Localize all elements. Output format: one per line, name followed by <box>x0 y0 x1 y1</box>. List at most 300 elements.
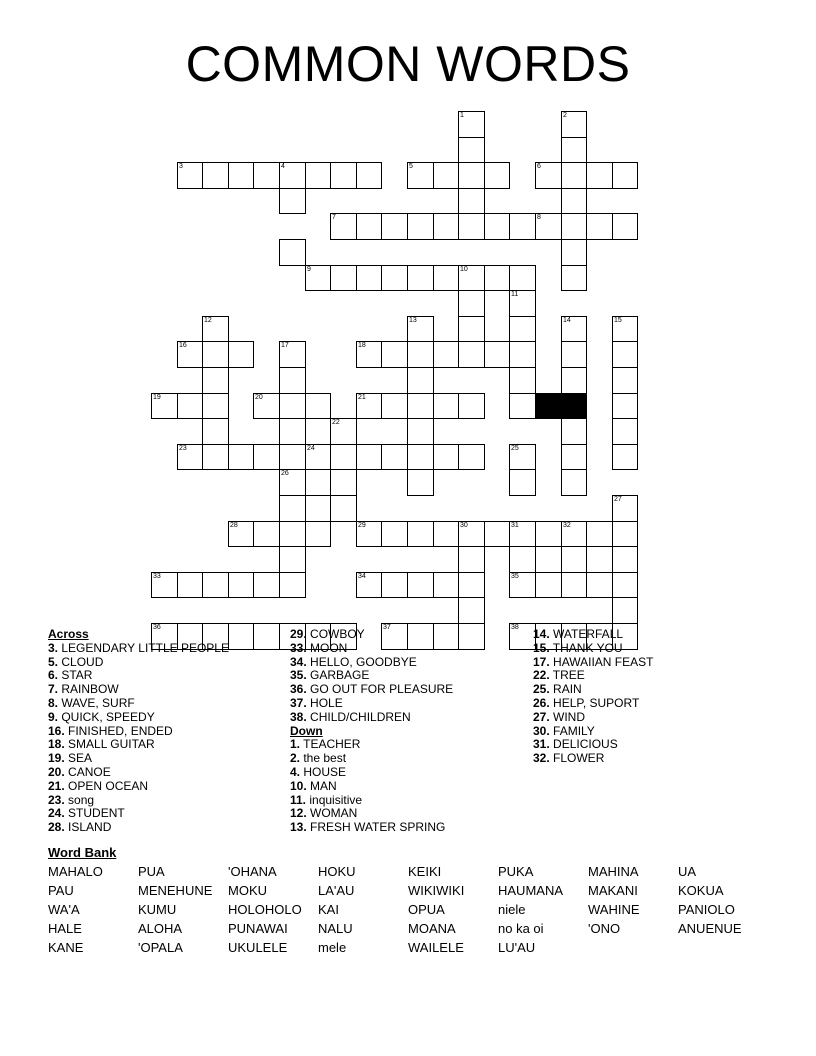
grid-cell[interactable] <box>279 495 306 522</box>
down-clue <box>533 669 653 683</box>
clue-num: 6. <box>48 668 59 683</box>
grid-cell[interactable] <box>305 162 331 189</box>
grid-cell[interactable] <box>305 444 331 470</box>
clue-text: FINISHED, ENDED <box>64 723 173 738</box>
grid-cell[interactable] <box>586 213 613 240</box>
grid-cell[interactable] <box>407 316 434 342</box>
down-clue <box>533 752 653 766</box>
across-clue <box>48 780 229 794</box>
clue-text: RAIN <box>549 682 582 697</box>
clue-number: 10 <box>460 266 468 273</box>
across-clue <box>48 642 229 656</box>
grid-cell[interactable] <box>381 572 408 598</box>
clue-number: 20 <box>255 394 263 401</box>
grid-cell[interactable] <box>561 469 587 496</box>
grid-cell[interactable] <box>612 495 638 522</box>
grid-cell[interactable] <box>612 393 638 419</box>
grid-cell[interactable] <box>228 444 254 470</box>
grid-cell[interactable] <box>330 265 357 291</box>
grid-cell[interactable] <box>458 341 485 368</box>
clue-text: FAMILY <box>549 723 595 738</box>
clue-num: 31. <box>533 737 550 752</box>
grid-cell[interactable] <box>305 265 331 291</box>
grid-cell[interactable] <box>561 341 587 368</box>
clue-num: 37. <box>290 695 307 710</box>
grid-cell[interactable] <box>612 367 638 394</box>
grid-cell[interactable] <box>330 469 357 496</box>
clue-num: 10. <box>290 778 307 793</box>
clue-number: 11 <box>511 291 519 298</box>
grid-cell[interactable] <box>561 418 587 445</box>
grid-cell[interactable] <box>433 572 459 598</box>
grid-cell[interactable] <box>407 393 434 419</box>
grid-cell[interactable] <box>151 572 178 598</box>
clue-number: 36 <box>153 624 161 631</box>
clue-text: CLOUD <box>58 654 104 669</box>
grid-cell[interactable] <box>381 213 408 240</box>
grid-cell[interactable] <box>509 290 536 317</box>
grid-cell[interactable] <box>586 162 613 189</box>
grid-cell[interactable] <box>535 162 562 189</box>
word-bank-item: PUA <box>138 864 165 879</box>
grid-cell[interactable] <box>330 495 357 522</box>
grid-cell[interactable] <box>561 239 587 266</box>
grid-cell[interactable] <box>253 444 280 470</box>
clue-text: FLOWER <box>549 751 605 766</box>
word-bank-item: WAILELE <box>408 940 464 955</box>
grid-cell[interactable] <box>561 316 587 342</box>
grid-cell[interactable] <box>305 393 331 419</box>
clue-num: 34. <box>290 654 307 669</box>
word-bank-item: PAU <box>48 883 74 898</box>
word-bank-item: KOKUA <box>678 883 724 898</box>
word-bank-item: PANIOLO <box>678 902 735 917</box>
clue-num: 33. <box>290 640 307 655</box>
clue-number: 27 <box>614 496 622 503</box>
grid-cell[interactable] <box>433 521 459 547</box>
clue-number: 25 <box>511 445 519 452</box>
grid-cell[interactable] <box>484 213 510 240</box>
grid-cell[interactable] <box>356 393 382 419</box>
clue-number: 26 <box>281 470 289 477</box>
across-clue <box>290 656 453 670</box>
grid-cell[interactable] <box>535 521 562 547</box>
clue-num: 9. <box>48 709 59 724</box>
grid-cell[interactable] <box>561 265 587 291</box>
grid-cell[interactable] <box>535 572 562 598</box>
grid-cell[interactable] <box>253 572 280 598</box>
clue-number: 2 <box>563 112 567 119</box>
clue-number: 16 <box>179 342 187 349</box>
word-bank-item: MENEHUNE <box>138 883 213 898</box>
grid-cell[interactable] <box>177 444 203 470</box>
grid-cell[interactable] <box>561 213 587 240</box>
clue-number: 30 <box>460 522 468 529</box>
grid-cell[interactable] <box>509 341 536 368</box>
grid-cell[interactable] <box>509 546 536 573</box>
grid-cell[interactable] <box>279 469 306 496</box>
word-bank-item: 'OHANA <box>228 864 277 879</box>
grid-cell[interactable] <box>407 469 434 496</box>
grid-cell[interactable] <box>561 546 587 573</box>
clue-num: 4. <box>290 764 301 779</box>
clue-num: 22. <box>533 668 550 683</box>
down-heading: Down <box>290 723 323 738</box>
down-clue <box>533 656 653 670</box>
clue-text: CANOE <box>64 764 111 779</box>
grid-cell[interactable] <box>177 572 203 598</box>
grid-cell[interactable] <box>612 213 638 240</box>
clue-text: HOUSE <box>300 764 347 779</box>
grid-cell[interactable] <box>509 572 536 598</box>
grid-cell[interactable] <box>509 444 536 470</box>
grid-cell[interactable] <box>561 111 587 138</box>
word-bank-title: Word Bank <box>48 845 117 860</box>
word-bank-item: WA'A <box>48 902 80 917</box>
grid-cell[interactable] <box>202 367 229 394</box>
grid-cell[interactable] <box>458 111 485 138</box>
grid-cell[interactable] <box>484 521 510 547</box>
grid-cell[interactable] <box>407 418 434 445</box>
grid-cell[interactable] <box>612 341 638 368</box>
clue-num: 36. <box>290 682 307 697</box>
grid-cell[interactable] <box>458 393 485 419</box>
grid-cell[interactable] <box>407 341 434 368</box>
down-clue <box>290 738 453 752</box>
word-bank-item: KUMU <box>138 902 177 917</box>
grid-cell[interactable] <box>407 265 434 291</box>
down-clue <box>533 738 653 752</box>
down-clue <box>533 628 653 642</box>
clue-text: STAR <box>58 668 93 683</box>
across-clue <box>48 807 229 821</box>
grid-cell[interactable] <box>433 393 459 419</box>
grid-cell[interactable] <box>228 341 254 368</box>
grid-cell[interactable] <box>561 137 587 163</box>
clue-text: MAN <box>306 778 337 793</box>
grid-cell[interactable] <box>279 444 306 470</box>
grid-cell[interactable] <box>509 623 536 650</box>
clue-text: TEACHER <box>300 737 361 752</box>
clue-number: 9 <box>307 266 311 273</box>
grid-cell[interactable] <box>612 444 638 470</box>
clue-text: THANK YOU <box>549 640 623 655</box>
word-bank-item: 'ONO <box>588 921 621 936</box>
clue-text: inquisitive <box>306 792 363 807</box>
word-bank-item: MOANA <box>408 921 456 936</box>
clue-num: 5. <box>48 654 59 669</box>
grid-cell[interactable] <box>433 213 459 240</box>
clue-number: 8 <box>537 214 541 221</box>
word-bank-item: UKULELE <box>228 940 288 955</box>
grid-cell[interactable] <box>612 597 638 624</box>
grid-cell[interactable] <box>381 265 408 291</box>
grid-cell[interactable] <box>279 572 306 598</box>
clue-number: 22 <box>332 419 340 426</box>
clue-num: 18. <box>48 737 65 752</box>
grid-cell[interactable] <box>561 444 587 470</box>
grid-cell[interactable] <box>356 521 382 547</box>
word-bank-item: ANUENUE <box>678 921 742 936</box>
grid-cell[interactable] <box>458 546 485 573</box>
clue-number: 33 <box>153 573 161 580</box>
grid-cell[interactable] <box>177 162 203 189</box>
down-clue <box>533 642 653 656</box>
grid-cell[interactable] <box>228 521 254 547</box>
clue-num: 25. <box>533 682 550 697</box>
grid-cell[interactable] <box>612 572 638 598</box>
grid-cell[interactable] <box>509 213 536 240</box>
grid-cell[interactable] <box>561 521 587 547</box>
grid-cell[interactable] <box>253 521 280 547</box>
clue-text: QUICK, SPEEDY <box>58 709 155 724</box>
across-clue <box>290 711 453 725</box>
grid-cell[interactable] <box>458 290 485 317</box>
grid-cell[interactable] <box>612 316 638 342</box>
clue-num: 17. <box>533 654 550 669</box>
grid-block <box>535 393 562 419</box>
down-clue <box>533 725 653 739</box>
grid-cell[interactable] <box>381 393 408 419</box>
word-bank-item: HOKU <box>318 864 356 879</box>
grid-cell[interactable] <box>407 367 434 394</box>
clue-text: SMALL GUITAR <box>64 737 155 752</box>
grid-cell[interactable] <box>407 162 434 189</box>
grid-cell[interactable] <box>330 444 357 470</box>
grid-cell[interactable] <box>228 162 254 189</box>
grid-cell[interactable] <box>509 265 536 291</box>
grid-cell[interactable] <box>586 572 613 598</box>
clue-text: HOLE <box>306 695 343 710</box>
grid-cell[interactable] <box>561 367 587 394</box>
word-bank-item: MAHALO <box>48 864 103 879</box>
grid-cell[interactable] <box>228 572 254 598</box>
grid-cell[interactable] <box>586 521 613 547</box>
word-bank-item: UA <box>678 864 697 879</box>
grid-cell[interactable] <box>433 444 459 470</box>
clue-num: 14. <box>533 627 550 641</box>
across-clue <box>48 752 229 766</box>
grid-cell[interactable] <box>407 213 434 240</box>
clue-number: 4 <box>281 163 285 170</box>
grid-cell[interactable] <box>202 572 229 598</box>
word-bank-item: LU'AU <box>498 940 536 955</box>
clue-num: 7. <box>48 682 59 697</box>
grid-cell[interactable] <box>279 188 306 214</box>
grid-cell[interactable] <box>356 572 382 598</box>
grid-cell[interactable] <box>177 393 203 419</box>
grid-cell[interactable] <box>561 162 587 189</box>
grid-cell[interactable] <box>381 444 408 470</box>
grid-cell[interactable] <box>381 521 408 547</box>
grid-cell[interactable] <box>433 341 459 368</box>
word-bank-item: HAUMANA <box>498 883 564 898</box>
down-clue <box>533 697 653 711</box>
grid-cell[interactable] <box>458 137 485 163</box>
clue-number: 28 <box>230 522 238 529</box>
grid-cell[interactable] <box>433 265 459 291</box>
clue-number: 34 <box>358 573 366 580</box>
grid-cell[interactable] <box>279 393 306 419</box>
grid-cell[interactable] <box>484 341 510 368</box>
grid-cell[interactable] <box>279 418 306 445</box>
grid-cell[interactable] <box>509 521 536 547</box>
grid-cell[interactable] <box>458 162 485 189</box>
clue-number: 32 <box>563 522 571 529</box>
clue-text: SEA <box>64 751 93 766</box>
clue-number: 1 <box>460 112 464 119</box>
clue-text: FRESH WATER SPRING <box>306 820 446 835</box>
down-clue <box>290 766 453 780</box>
word-bank-item: niele <box>498 902 526 917</box>
grid-cell[interactable] <box>458 444 485 470</box>
down-clue <box>533 711 653 725</box>
grid-cell[interactable] <box>151 393 178 419</box>
grid-cell[interactable] <box>561 572 587 598</box>
clue-text: GARBAGE <box>306 668 370 683</box>
grid-cell[interactable] <box>458 265 485 291</box>
grid-cell[interactable] <box>330 162 357 189</box>
clue-num: 30. <box>533 723 550 738</box>
grid-cell[interactable] <box>407 444 434 470</box>
grid-cell[interactable] <box>279 239 306 266</box>
clue-num: 21. <box>48 778 65 793</box>
word-bank-item: ALOHA <box>138 921 183 936</box>
grid-cell[interactable] <box>330 418 357 445</box>
grid-cell[interactable] <box>433 162 459 189</box>
grid-cell[interactable] <box>407 521 434 547</box>
grid-cell[interactable] <box>509 367 536 394</box>
grid-cell[interactable] <box>253 162 280 189</box>
grid-cell[interactable] <box>612 162 638 189</box>
grid-cell[interactable] <box>458 213 485 240</box>
across-clue <box>290 683 453 697</box>
clue-number: 6 <box>537 163 541 170</box>
grid-cell[interactable] <box>561 188 587 214</box>
clue-number: 24 <box>307 445 315 452</box>
grid-cell[interactable] <box>509 316 536 342</box>
grid-cell[interactable] <box>253 623 280 650</box>
down-clue <box>290 821 453 835</box>
word-bank-item: OPUA <box>408 902 445 917</box>
grid-cell[interactable] <box>330 213 357 240</box>
grid-cell[interactable] <box>612 521 638 547</box>
clue-number: 3 <box>179 163 183 170</box>
word-bank-item: KANE <box>48 940 84 955</box>
down-clue <box>290 807 453 821</box>
grid-cell[interactable] <box>484 265 510 291</box>
grid-cell[interactable] <box>356 213 382 240</box>
clue-text: DELICIOUS <box>549 737 618 752</box>
grid-cell[interactable] <box>458 188 485 214</box>
clue-number: 23 <box>179 445 187 452</box>
grid-cell[interactable] <box>612 546 638 573</box>
clue-number: 15 <box>614 317 622 324</box>
clue-number: 7 <box>332 214 336 221</box>
word-bank-item: 'OPALA <box>138 940 183 955</box>
clue-num: 32. <box>533 751 550 766</box>
grid-cell[interactable] <box>279 367 306 394</box>
grid-cell[interactable] <box>458 316 485 342</box>
grid-cell[interactable] <box>279 341 306 368</box>
grid-cell[interactable] <box>356 265 382 291</box>
down-clue <box>290 752 453 766</box>
grid-cell[interactable] <box>202 341 229 368</box>
grid-cell[interactable] <box>279 162 306 189</box>
word-bank <box>48 862 768 957</box>
grid-cell[interactable] <box>484 162 510 189</box>
grid-cell[interactable] <box>202 316 229 342</box>
clue-number: 29 <box>358 522 366 529</box>
across-clue <box>48 738 229 752</box>
clues-column-1 <box>48 628 229 835</box>
grid-cell[interactable] <box>509 393 536 419</box>
grid-cell[interactable] <box>202 418 229 445</box>
across-clue <box>48 711 229 725</box>
clue-number: 5 <box>409 163 413 170</box>
grid-cell[interactable] <box>279 521 306 547</box>
grid-cell[interactable] <box>228 623 254 650</box>
down-clue <box>290 794 453 808</box>
clue-num: 11. <box>290 792 307 807</box>
grid-cell[interactable] <box>202 393 229 419</box>
grid-cell[interactable] <box>509 469 536 496</box>
grid-cell[interactable] <box>305 521 331 547</box>
clue-num: 28. <box>48 820 65 835</box>
grid-cell[interactable] <box>305 469 331 496</box>
word-bank-item: PUNAWAI <box>228 921 288 936</box>
grid-cell[interactable] <box>612 418 638 445</box>
clue-number: 38 <box>511 624 519 631</box>
clue-number: 35 <box>511 573 519 580</box>
grid-cell[interactable] <box>356 341 382 368</box>
clue-number: 12 <box>204 317 212 324</box>
clue-text: song <box>64 792 95 807</box>
clue-number: 37 <box>383 624 391 631</box>
clue-num: 24. <box>48 806 65 821</box>
clue-text: HAWAIIAN FEAST <box>549 654 654 669</box>
word-bank-item: mele <box>318 940 347 955</box>
grid-cell[interactable] <box>202 162 229 189</box>
clue-text: TREE <box>549 668 585 683</box>
clue-text: ISLAND <box>64 820 112 835</box>
grid-cell[interactable] <box>202 444 229 470</box>
clues-column-3 <box>533 628 653 766</box>
grid-cell[interactable] <box>279 546 306 573</box>
word-bank-item: HALE <box>48 921 82 936</box>
grid-cell[interactable] <box>177 341 203 368</box>
grid-cell[interactable] <box>356 162 382 189</box>
clue-num: 12. <box>290 806 307 821</box>
clue-num: 13. <box>290 820 307 835</box>
grid-cell[interactable] <box>458 521 485 547</box>
grid-cell[interactable] <box>458 597 485 624</box>
grid-cell[interactable] <box>381 341 408 368</box>
clue-num: 29. <box>290 627 307 641</box>
grid-cell[interactable] <box>356 444 382 470</box>
clue-number: 21 <box>358 394 366 401</box>
grid-cell[interactable] <box>535 213 562 240</box>
across-clue <box>48 656 229 670</box>
clue-text: OPEN OCEAN <box>64 778 149 793</box>
word-bank-item: MAKANI <box>588 883 638 898</box>
grid-cell[interactable] <box>253 393 280 419</box>
grid-cell[interactable] <box>407 572 434 598</box>
clue-text: GO OUT FOR PLEASURE <box>306 682 454 697</box>
clue-num: 16. <box>48 723 65 738</box>
grid-cell[interactable] <box>458 623 485 650</box>
grid-cell[interactable] <box>458 572 485 598</box>
